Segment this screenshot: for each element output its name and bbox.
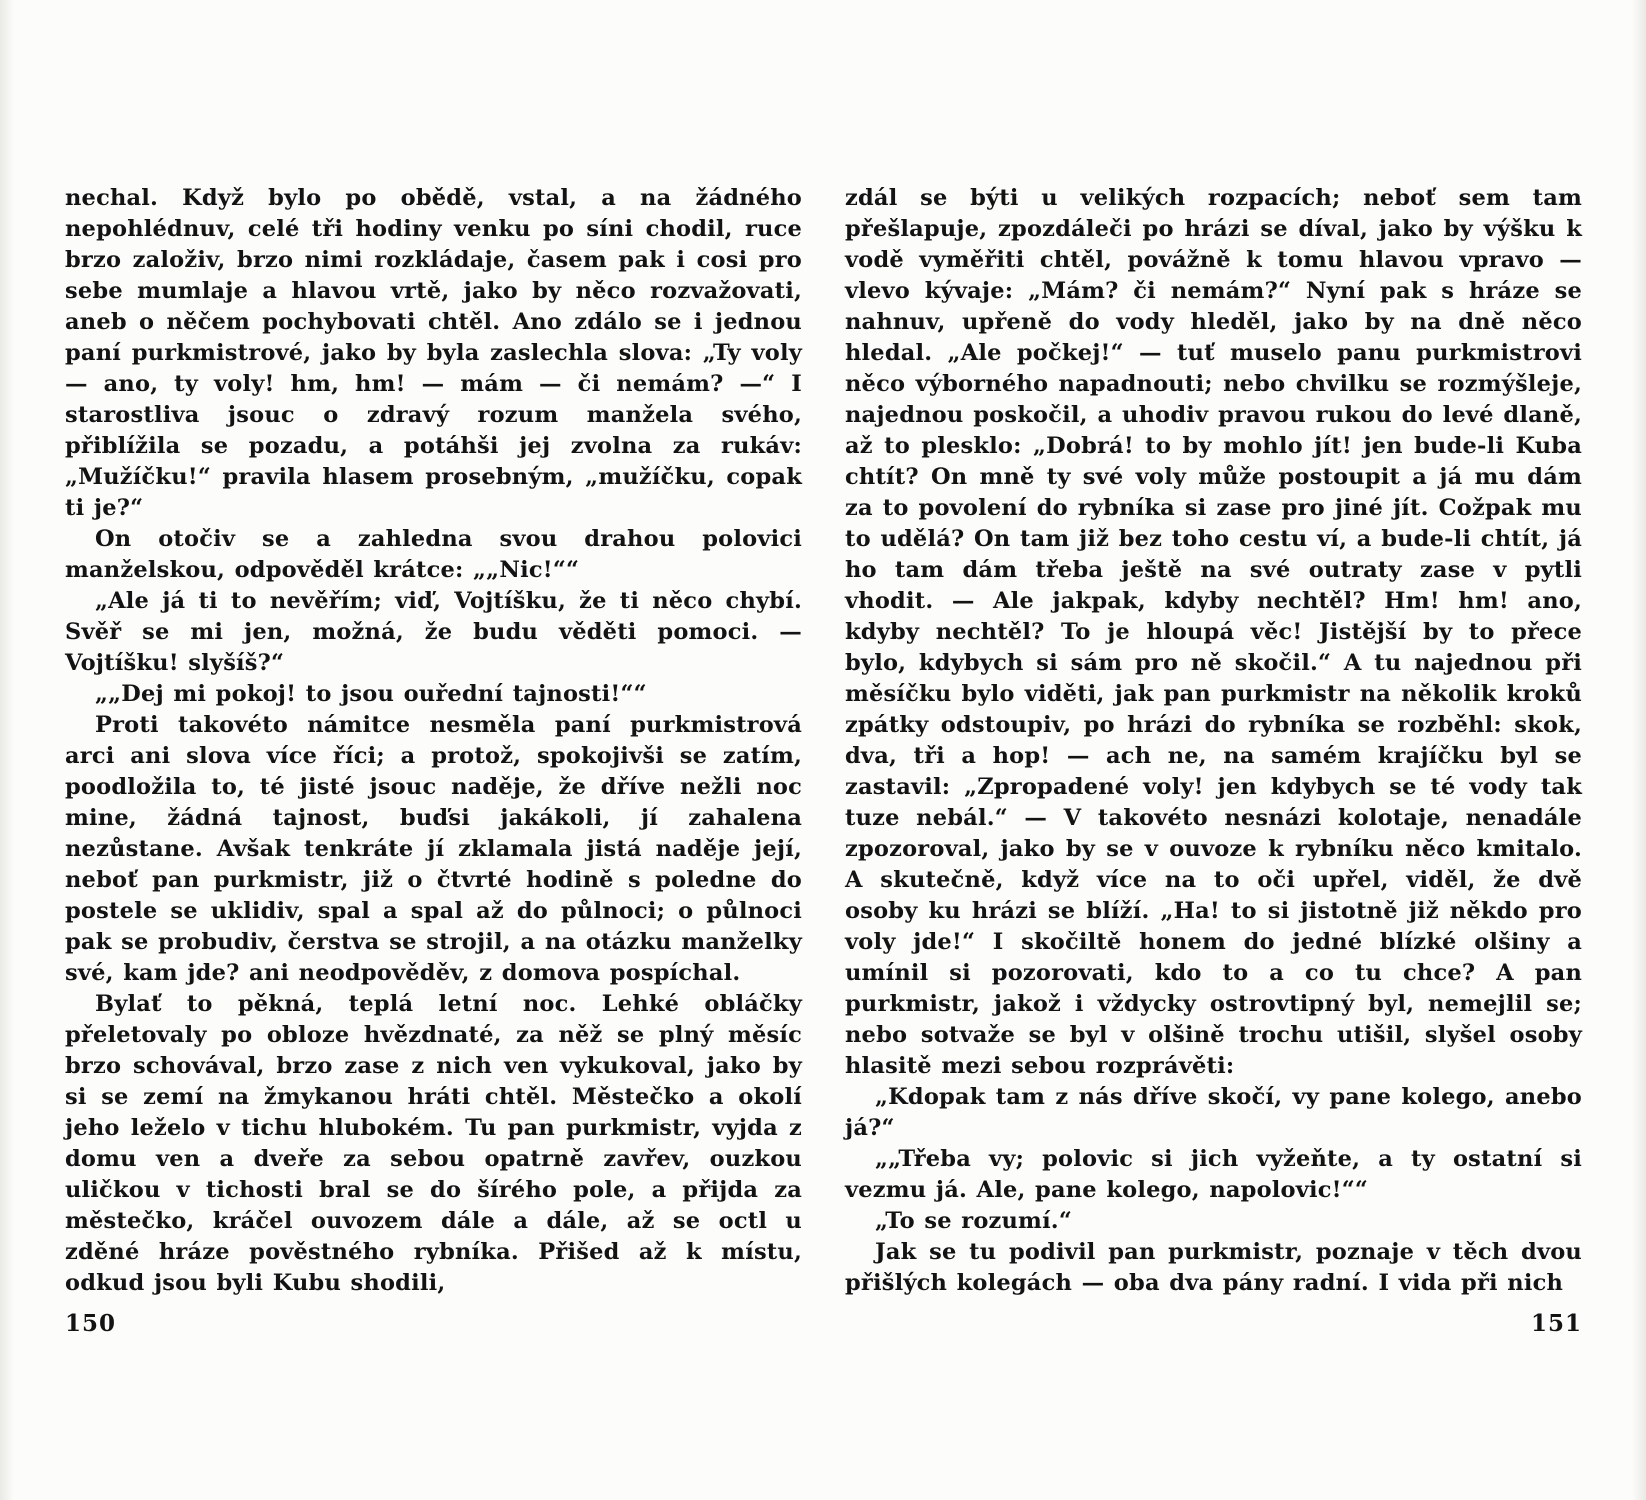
paragraph: On otočiv se a zahledna svou drahou polovici manželskou, odpověděl krátce: „„Nic!““ [65,526,802,583]
paragraph: „„Třeba vy; polovic si jich vyžeňte, a ty ostatní si vezmu já. Ale, pane kolego, napolovic!““ [845,1146,1582,1203]
paragraph: Bylať to pěkná, teplá letní noc. Lehké obláčky přeletovaly po obloze hvězdnaté, za něž se plný měsíc brzo schovával, brzo zase z nich ven vykukoval, jako by si se zemí na žmykanou hráti chtěl. Městečko a okolí jeho leželo v tichu hlubokém. Tu pan purkmistr, vyjda z domu ven a dveře za sebou opatrně zavřev, ouzkou uličkou v tichosti bral se do šírého pole, a přijda za městečko, kráčel ouvozem dále a dále, až se octl u zděné hráze pověstného rybníka. Přišed až k místu, odkud jsou byli Kubu shodili, [65,991,802,1296]
paragraph: Jak se tu podivil pan purkmistr, poznaje v těch dvou přišlých kolegách — oba dva pány radní. I vida při nich [845,1239,1582,1296]
paragraph: „To se rozumí.“ [875,1208,1072,1234]
paragraph: Proti takovéto námitce nesměla paní purkmistrová arci ani slova více říci; a protož, spokojivši se zatím, poodložila to, té jisté jsouc naděje, že dříve nežli noc mine, žádná tajnost, buďsi jakákoli, jí zahalena nezůstane. Avšak tenkráte jí zklamala jistá naděje její, neboť pan purkmistr, již o čtvrté hodině s poledne do postele se uklidiv, spal a spal až do půlnoci; o půlnoci pak se probudiv, čerstva se strojil, a na otázku manželky své, kam jde? ani neodpověděv, z domova pospíchal. [65,712,802,986]
page-right-text-block [845,183,1582,1299]
paragraph: zdál se býti u velikých rozpacích; neboť sem tam přešlapuje, zpozdáleči po hrázi se díval, jako by výšku k vodě vyměřiti chtěl, povážně k tomu hlavou vpravo — vlevo kývaje: „Mám? či nemám?“ Nyní pak s hráze se nahnuv, upřeně do vody hleděl, jako by na dně něco hledal. „Ale počkej!“ — tuť muselo panu purkmistrovi něco výborného napadnouti; nebo chvilku se rozmýšleje, najednou poskočil, a uhodiv pravou rukou do levé dlaně, až to plesklo: „Dobrá! to by mohlo jít! jen bude-li Kuba chtít? On mně ty své voly může postoupit a já mu dám za to povolení do rybníka si zase pro jiné jít. Cožpak mu to udělá? On tam již bez toho cestu ví, a bude-li chtít, já ho tam dám třeba ještě na své outraty zase v pytli vhodit. — Ale jakpak, kdyby nechtěl? Hm! hm! ano, kdyby nechtěl? To je hloupá věc! Jistější by to přece bylo, kdybych si sám pro ně skočil.“ A tu najednou při měsíčku bylo viděti, jak pan purkmistr na několik kroků zpátky odstoupiv, po hrázi do rybníka se rozběhl: skok, dva, tři a hop! — ach ne, na samém krajíčku byl se zastavil: „Zpropadené voly! jen kdybych se té vody tak tuze nebál.“ — V takovéto nesnázi kolotaje, nenadále zpozoroval, jako by se v ouvoze k rybníku něco kmitalo. A skutečně, když více na to oči upřel, viděl, že dvě osoby ku hrázi se blíží. „Ha! to si jistotně již někdo pro voly jde!“ I skočiltě honem do jedné blízké olšiny a umínil si pozorovati, kdo to a co tu chce? A pan purkmistr, jakož i vždycky ostrovtipný byl, nemejlil se; nebo sotvaže se byl v olšině trochu utišil, slyšel osoby hlasitě mezi sebou rozprávěti: [845,185,1582,1079]
paragraph: „„Dej mi pokoj! to jsou ouřední tajnosti!““ [95,681,647,707]
paragraph: „Ale já ti to nevěřím; viď, Vojtíšku, že ti něco chybí. Svěř se mi jen, možná, že budu věděti pomoci. — Vojtíšku! slyšíš?“ [65,588,802,676]
page-number-right: 151 [1530,1310,1582,1337]
page-right [823,0,1646,1500]
paragraph: nechal. Když bylo po obědě, vstal, a na žádného nepohlédnuv, celé tři hodiny venku po síni chodil, ruce brzo založiv, brzo nimi rozkládaje, časem pak i cosi pro sebe mumlaje a hlavou vrtě, jako by něco rozvažovati, aneb o něčem pochybovati chtěl. Ano zdálo se i jednou paní purkmistrové, jako by byla zaslechla slova: „Ty voly — ano, ty voly! hm, hm! — mám — či nemám? —“ I starostliva jsouc o zdravý rozum manžela svého, přiblížila se pozadu, a potáhši jej zvolna za rukáv: „Mužíčku!“ pravila hlasem prosebným, „mužíčku, copak ti je?“ [65,185,802,521]
page-number-left: 150 [65,1310,117,1337]
paragraph: „Kdopak tam z nás dříve skočí, vy pane kolego, anebo já?“ [845,1084,1582,1141]
page-left-text-block [65,183,802,1299]
